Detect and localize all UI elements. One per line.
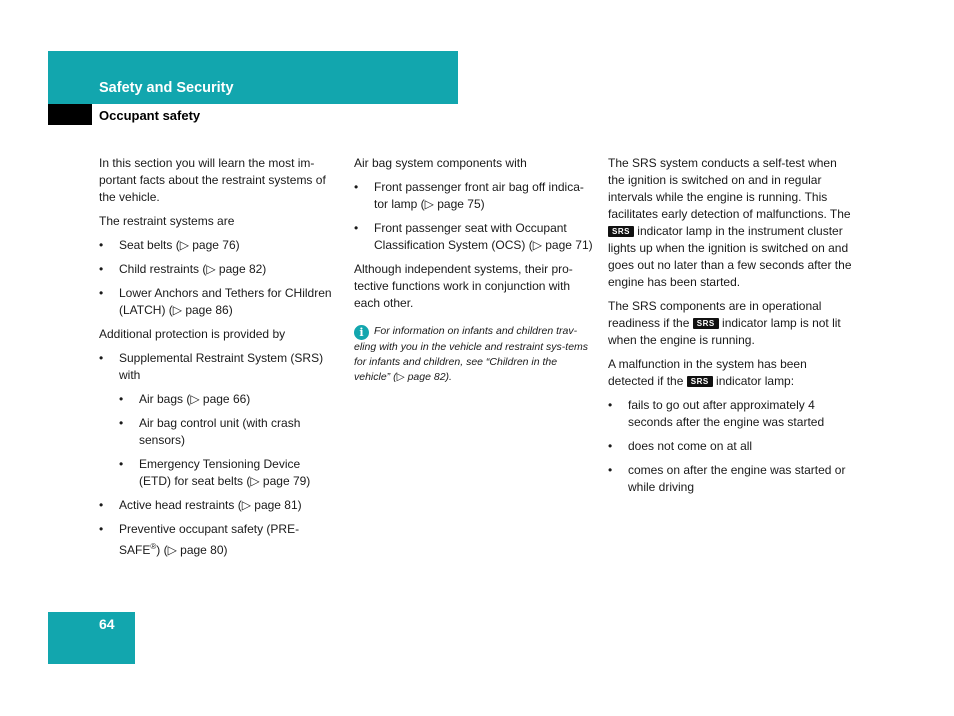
srs-indicator-icon: SRS: [608, 226, 634, 237]
restraint-heading: The restraint systems are: [99, 214, 235, 228]
list-item: • Seat belts (▷ page 76): [99, 237, 335, 254]
list-item: • does not come on at all: [608, 438, 852, 455]
srs-indicator-icon: SRS: [693, 318, 719, 329]
readiness-paragraph: [608, 298, 852, 349]
list-item-srs: [99, 350, 335, 490]
malfunction-list: [608, 397, 852, 496]
srs-indicator-icon: SRS: [687, 376, 713, 387]
section-title: Occupant safety: [99, 108, 201, 123]
section-marker: [48, 104, 92, 125]
additional-list: [99, 350, 335, 559]
ready-text-b: indicator lamp is not lit when the engine is running.: [608, 316, 841, 347]
list-item-presafe: [99, 521, 335, 559]
ready-text-a: The SRS components are in operational readiness if the: [608, 299, 822, 330]
chapter-title: Safety and Security: [99, 80, 234, 96]
list-item: • Front passenger front air bag off indica-tor lamp (▷ page 75): [354, 179, 596, 213]
presafe-text: Preventive occupant safety (PRE-SAFE: [119, 522, 300, 557]
selftest-text-b: indicator lamp in the instrument cluster lights up when the ignition is switched on and goes out no later than a few seconds after the engine has been started.: [608, 224, 852, 289]
additional-heading: Additional protection is provided by: [99, 327, 286, 341]
column-left: [99, 155, 335, 566]
list-item: • Air bags (▷ page 66): [119, 391, 335, 408]
malfunction-paragraph: [608, 356, 852, 390]
list-item: • Child restraints (▷ page 82): [99, 261, 335, 278]
list-item: • Front passenger seat with Occupant Classification System (OCS) (▷ page 71): [354, 220, 596, 254]
page-number: 64: [99, 616, 115, 632]
list-item: • Lower Anchors and Tethers for CHildren (LATCH) (▷ page 86): [99, 285, 335, 319]
srs-item-text: Supplemental Restraint System (SRS) with: [119, 351, 324, 382]
info-icon: i: [354, 325, 369, 340]
info-note-text: For information on infants and children trav-eling with you in the vehicle and restraint sys-tems for infants and children, see “Children in the vehicle” (▷ page 82).: [354, 325, 589, 383]
selftest-paragraph: [608, 155, 852, 291]
components-heading: Air bag system components with: [354, 156, 527, 170]
list-item: • comes on after the engine was started or while driving: [608, 462, 852, 496]
column-right: [608, 155, 852, 503]
list-item: • Active head restraints (▷ page 81): [99, 497, 335, 514]
independent-paragraph: Although independent systems, their pro-tective functions work in conjunction with each other.: [354, 262, 573, 310]
column-middle: [354, 155, 596, 392]
registered-mark: ®: [150, 542, 157, 551]
page-number-box: [48, 612, 135, 664]
list-item: • Air bag control unit (with crash sensors): [119, 415, 335, 449]
intro-paragraph: In this section you will learn the most im-portant facts about the restraint systems of the vehicle.: [99, 156, 326, 204]
malfunction-text-b: indicator lamp:: [716, 374, 795, 388]
restraint-list: [99, 237, 335, 319]
components-list: [354, 179, 596, 254]
header-bar: [48, 51, 458, 104]
info-note: [354, 324, 596, 385]
list-item: • fails to go out after approximately 4 seconds after the engine was started: [608, 397, 852, 431]
list-item: • Emergency Tensioning Device (ETD) for seat belts (▷ page 79): [119, 456, 335, 490]
malfunction-text-a: A malfunction in the system has been detected if the: [608, 357, 807, 388]
srs-sub-list: [119, 391, 335, 490]
presafe-page-ref: ) (▷ page 80): [156, 543, 228, 557]
selftest-text-a: The SRS system conducts a self-test when the ignition is switched on and in regular intervals while the engine is running. This facilitates early detection of malfunctions. The: [608, 156, 851, 221]
